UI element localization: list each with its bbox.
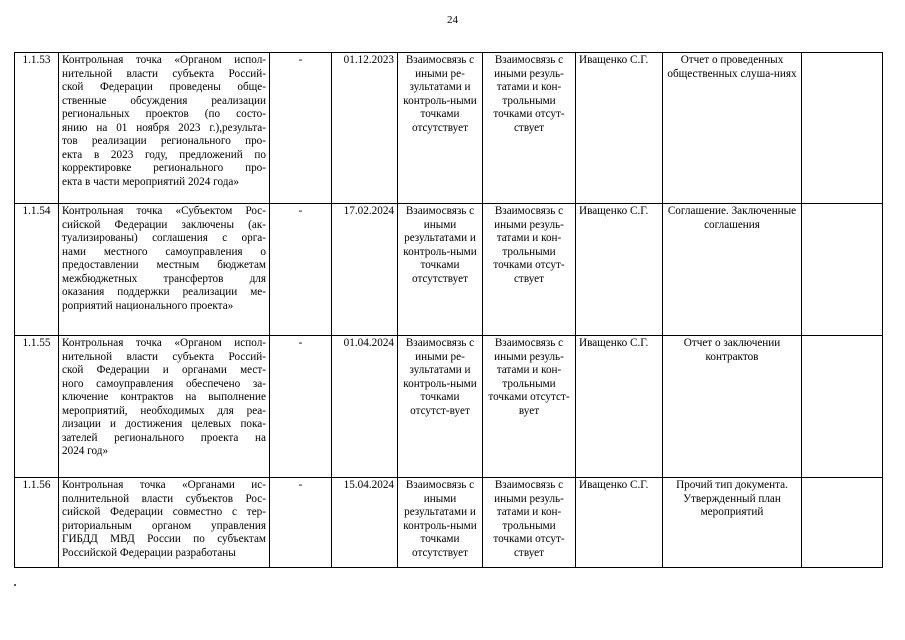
description-line: екта в части мероприятий 2024 года» [62,175,239,188]
row-responsible: Иващенко С.Г. [576,204,663,336]
description-line: 2024 год» [62,445,109,457]
row-extra [802,53,883,204]
row-responsible: Иващенко С.Г. [576,336,663,478]
row-number: 1.1.56 [15,478,59,568]
description-line: нительной власти субъекта Россий- [62,350,266,363]
description-line: оказания поддержки реализации ме- [62,286,266,298]
table-body [15,53,883,568]
description-line: полнительной власти субъектов Рос- [62,492,266,505]
description-line: нительной власти субъекта Россий- [62,67,266,80]
row-end-date: 15.04.2024 [332,478,398,568]
description-line: сийской Федерации совместно с тер- [62,506,266,518]
row-start-date: - [270,478,332,568]
description-line: ключение контрактов на выполнение [62,391,266,403]
table-row [15,336,883,478]
table-row [15,53,883,204]
description-line: ственные обсуждения реализации [62,94,266,107]
row-start-date: - [270,53,332,204]
row-successors: Взаимосвязь с иными резуль-татами и кон-трольными точками отсут-ствует [483,478,576,568]
row-document: Отчет о заключении контрактов [663,336,802,478]
description-line: ного самоуправления обеспечено за- [62,377,266,390]
row-document: Отчет о проведенных общественных слуша-ниях [663,53,802,204]
description-line: туализированы) соглашения с орга- [62,232,266,244]
row-description [59,204,270,336]
table-row [15,478,883,568]
control-points-table [14,52,883,568]
row-predecessors: Взаимосвязь с иными ре-зультатами и контроль-ными точками отсутствует [398,53,483,204]
description-line: Контрольная точка «Субъектом Рос- [62,205,266,217]
description-line: корректировке регионального про- [62,162,266,174]
row-extra [802,336,883,478]
row-successors: Взаимосвязь с иными резуль-татами и кон-трольными точками отсутст-вует [483,336,576,478]
page-number: 24 [447,14,458,26]
description-line: предоставлении местным бюджетам [62,259,266,271]
row-number: 1.1.53 [15,53,59,204]
row-description [59,478,270,568]
row-predecessors: Взаимосвязь с иными ре-зультатами и контроль-ными точками отсутст-вует [398,336,483,478]
description-line: лизации и достижения целевых пока- [62,418,266,430]
row-end-date: 01.12.2023 [332,53,398,204]
scan-speck [14,584,16,586]
description-line: межбюджетных трансфертов для [62,272,266,285]
row-start-date: - [270,336,332,478]
row-responsible: Иващенко С.Г. [576,53,663,204]
description-line: мероприятий, необходимых для реа- [62,404,266,417]
row-predecessors: Взаимосвязь с иными результатами и контроль-ными точками отсутствует [398,204,483,336]
row-number: 1.1.54 [15,204,59,336]
description-line: Контрольная точка «Органами ис- [62,479,266,491]
row-number: 1.1.55 [15,336,59,478]
row-predecessors: Взаимосвязь с иными результатами и контроль-ными точками отсутствует [398,478,483,568]
description-line: Контрольная точка «Органом испол- [62,54,266,66]
description-line: риториальным органом управления [62,519,266,532]
row-start-date: - [270,204,332,336]
row-extra [802,478,883,568]
row-end-date: 17.02.2024 [332,204,398,336]
description-line: ской Федерации проведены обще- [62,81,266,93]
row-responsible: Иващенко С.Г. [576,478,663,568]
description-line: екта в 2023 году, предложений по [62,148,266,161]
row-end-date: 01.04.2024 [332,336,398,478]
description-line: региональных проектов (по состо- [62,108,266,120]
row-successors: Взаимосвязь с иными резуль-татами и кон-трольными точками отсут-ствует [483,204,576,336]
description-line: зателей регионального проекта на [62,431,266,444]
description-line: ГИБДД МВД России по субъектам [62,533,266,545]
description-line: роприятий национального проекта» [62,299,234,312]
description-line: ской Федерации и органами мест- [62,364,266,376]
row-description [59,53,270,204]
row-successors: Взаимосвязь с иными резуль-татами и кон-трольными точками отсут-ствует [483,53,576,204]
row-description [59,336,270,478]
description-line: Российской Федерации разработаны [62,546,236,559]
row-extra [802,204,883,336]
description-line: сийской Федерации заключены (ак- [62,218,266,231]
row-document: Соглашение. Заключенные соглашения [663,204,802,336]
row-document: Прочий тип документа. Утвержденный план мероприятий [663,478,802,568]
description-line: янию на 01 ноября 2023 г.),результа- [62,121,266,134]
table-row [15,204,883,336]
description-line: тов реализации регионального про- [62,135,266,147]
description-line: Контрольная точка «Органом испол- [62,337,266,349]
description-line: нами местного самоуправления о [62,245,266,258]
